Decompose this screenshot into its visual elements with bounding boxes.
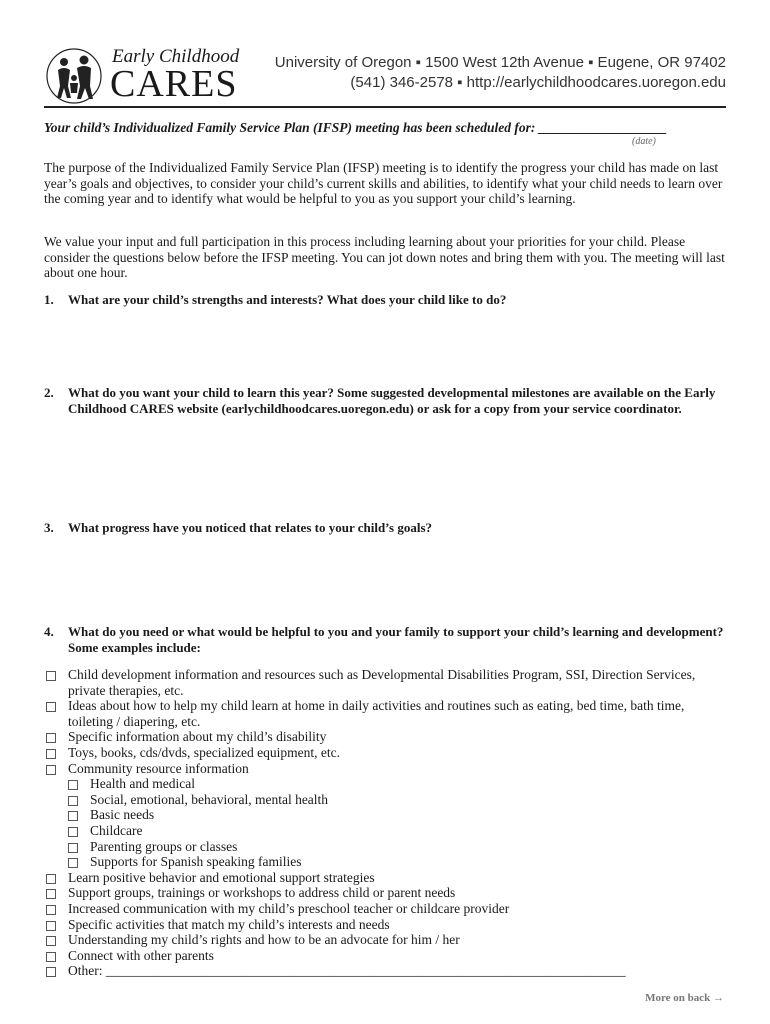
more-on-back-note: More on back → (645, 992, 724, 1004)
checkbox[interactable] (46, 967, 56, 977)
question-3 (44, 520, 728, 536)
checkbox[interactable] (68, 780, 78, 790)
checklist-item (44, 917, 728, 933)
checklist-label: Increased communication with my child’s preschool teacher or childcare provider (68, 900, 510, 916)
checklist-label: Specific information about my child’s disability (68, 729, 327, 745)
checklist-label: Support groups, trainings or workshops to address child or parent needs (68, 885, 456, 901)
checklist-label: Specific activities that match my child’s interests and needs (68, 916, 390, 932)
checklist-label: Other: _____________________________________________________________________________ (68, 963, 626, 979)
question-text: What progress have you noticed that relates to your child’s goals? (68, 520, 433, 535)
checklist-item (44, 745, 728, 761)
checklist-item (44, 901, 728, 917)
checklist-item (44, 761, 728, 777)
checklist-item (44, 948, 728, 964)
checklist-subitem (44, 792, 728, 808)
checkbox[interactable] (68, 811, 78, 821)
checklist-item (44, 729, 728, 745)
question-text: What are your child’s strengths and interests? What does your child like to do? (68, 292, 507, 307)
checkbox[interactable] (68, 827, 78, 837)
question-4 (44, 624, 728, 655)
checkbox[interactable] (46, 921, 56, 931)
question-2 (44, 385, 728, 416)
contact-line[interactable]: (541) 346-2578 ▪ http://earlychildhoodcares.uoregon.edu (350, 74, 726, 91)
checkbox[interactable] (46, 905, 56, 915)
support-checklist (44, 667, 728, 979)
checkbox[interactable] (46, 733, 56, 743)
brand-subtitle: Early Childhood (112, 46, 240, 67)
checklist-item (44, 870, 728, 886)
checklist-subitem (44, 854, 728, 870)
checklist-label: Community resource information (68, 760, 249, 776)
checklist-item (44, 885, 728, 901)
checklist-item (44, 963, 728, 979)
checklist-label: Understanding my child’s rights and how to be an advocate for him / her (68, 932, 460, 948)
checklist-label: Supports for Spanish speaking families (90, 854, 302, 870)
checklist-label: Childcare (90, 822, 143, 838)
checkbox[interactable] (46, 889, 56, 899)
checklist-subitem (44, 776, 728, 792)
checkbox[interactable] (46, 671, 56, 681)
question-number: 4. (44, 624, 54, 639)
question-number: 2. (44, 385, 54, 400)
checklist-item (44, 698, 728, 729)
question-number: 3. (44, 520, 54, 535)
checkbox[interactable] (46, 702, 56, 712)
checkbox[interactable] (68, 843, 78, 853)
checklist-label: Ideas about how to help my child learn at home in daily activities and routines such as eating, bed time, bath time, toileting / diapering, etc. (68, 698, 685, 729)
checklist-label: Social, emotional, behavioral, mental health (90, 791, 329, 807)
checkbox[interactable] (46, 765, 56, 775)
address-line: University of Oregon ▪ 1500 West 12th Avenue ▪ Eugene, OR 97402 (274, 54, 726, 71)
checkbox[interactable] (46, 936, 56, 946)
checkbox[interactable] (68, 858, 78, 868)
header-divider (44, 106, 726, 108)
checkbox[interactable] (46, 874, 56, 884)
checklist-item (44, 667, 728, 698)
intro-paragraph-1: The purpose of the Individualized Family Service Plan (IFSP) meeting is to identify the progress your child has made on last year’s goals and objectives, to consider your child’s current skills and abilities, to identify what your child needs to learn over the coming year and to identify what would be helpful to you as you support your child’s learning. (44, 160, 723, 206)
letterhead (44, 40, 726, 106)
date-caption: (date) (632, 136, 656, 147)
checklist-subitem (44, 807, 728, 823)
checklist-label: Basic needs (90, 807, 155, 823)
checklist-label: Connect with other parents (68, 947, 214, 963)
question-number: 1. (44, 292, 54, 307)
family-figures-icon (44, 46, 104, 104)
checkbox[interactable] (46, 749, 56, 759)
meeting-date-line: Your child’s Individualized Family Service Plan (IFSP) meeting has been scheduled for: ___________________ (44, 120, 667, 135)
checklist-label: Parenting groups or classes (90, 838, 238, 854)
checklist-label: Child development information and resources such as Developmental Disabilities Program, SSI, Direction Services, private therapies, etc. (68, 667, 696, 698)
question-1 (44, 292, 728, 308)
checklist-label: Learn positive behavior and emotional support strategies (68, 869, 375, 885)
checklist-label: Toys, books, cds/dvds, specialized equipment, etc. (68, 744, 340, 760)
checklist-subitem (44, 839, 728, 855)
checkbox[interactable] (68, 796, 78, 806)
question-text: What do you want your child to learn this year? Some suggested developmental milestones are available on the Early Childhood CARES website (earlychildhoodcares.uoregon.edu) or ask for a copy from your service coordinator. (68, 385, 716, 416)
intro-paragraph-2: We value your input and full participation in this process including learning about your priorities for your child. Please consider the questions below before the IFSP meeting. You can jot down notes and bring them with you. The meeting will last about one hour. (44, 234, 725, 280)
question-text: What do you need or what would be helpful to you and your family to support your child’s learning and development? Some examples include: (68, 624, 724, 655)
checklist-item (44, 932, 728, 948)
checklist-label: Health and medical (90, 776, 195, 792)
brand-title: CARES (110, 63, 238, 105)
checklist-subitem (44, 823, 728, 839)
checkbox[interactable] (46, 952, 56, 962)
